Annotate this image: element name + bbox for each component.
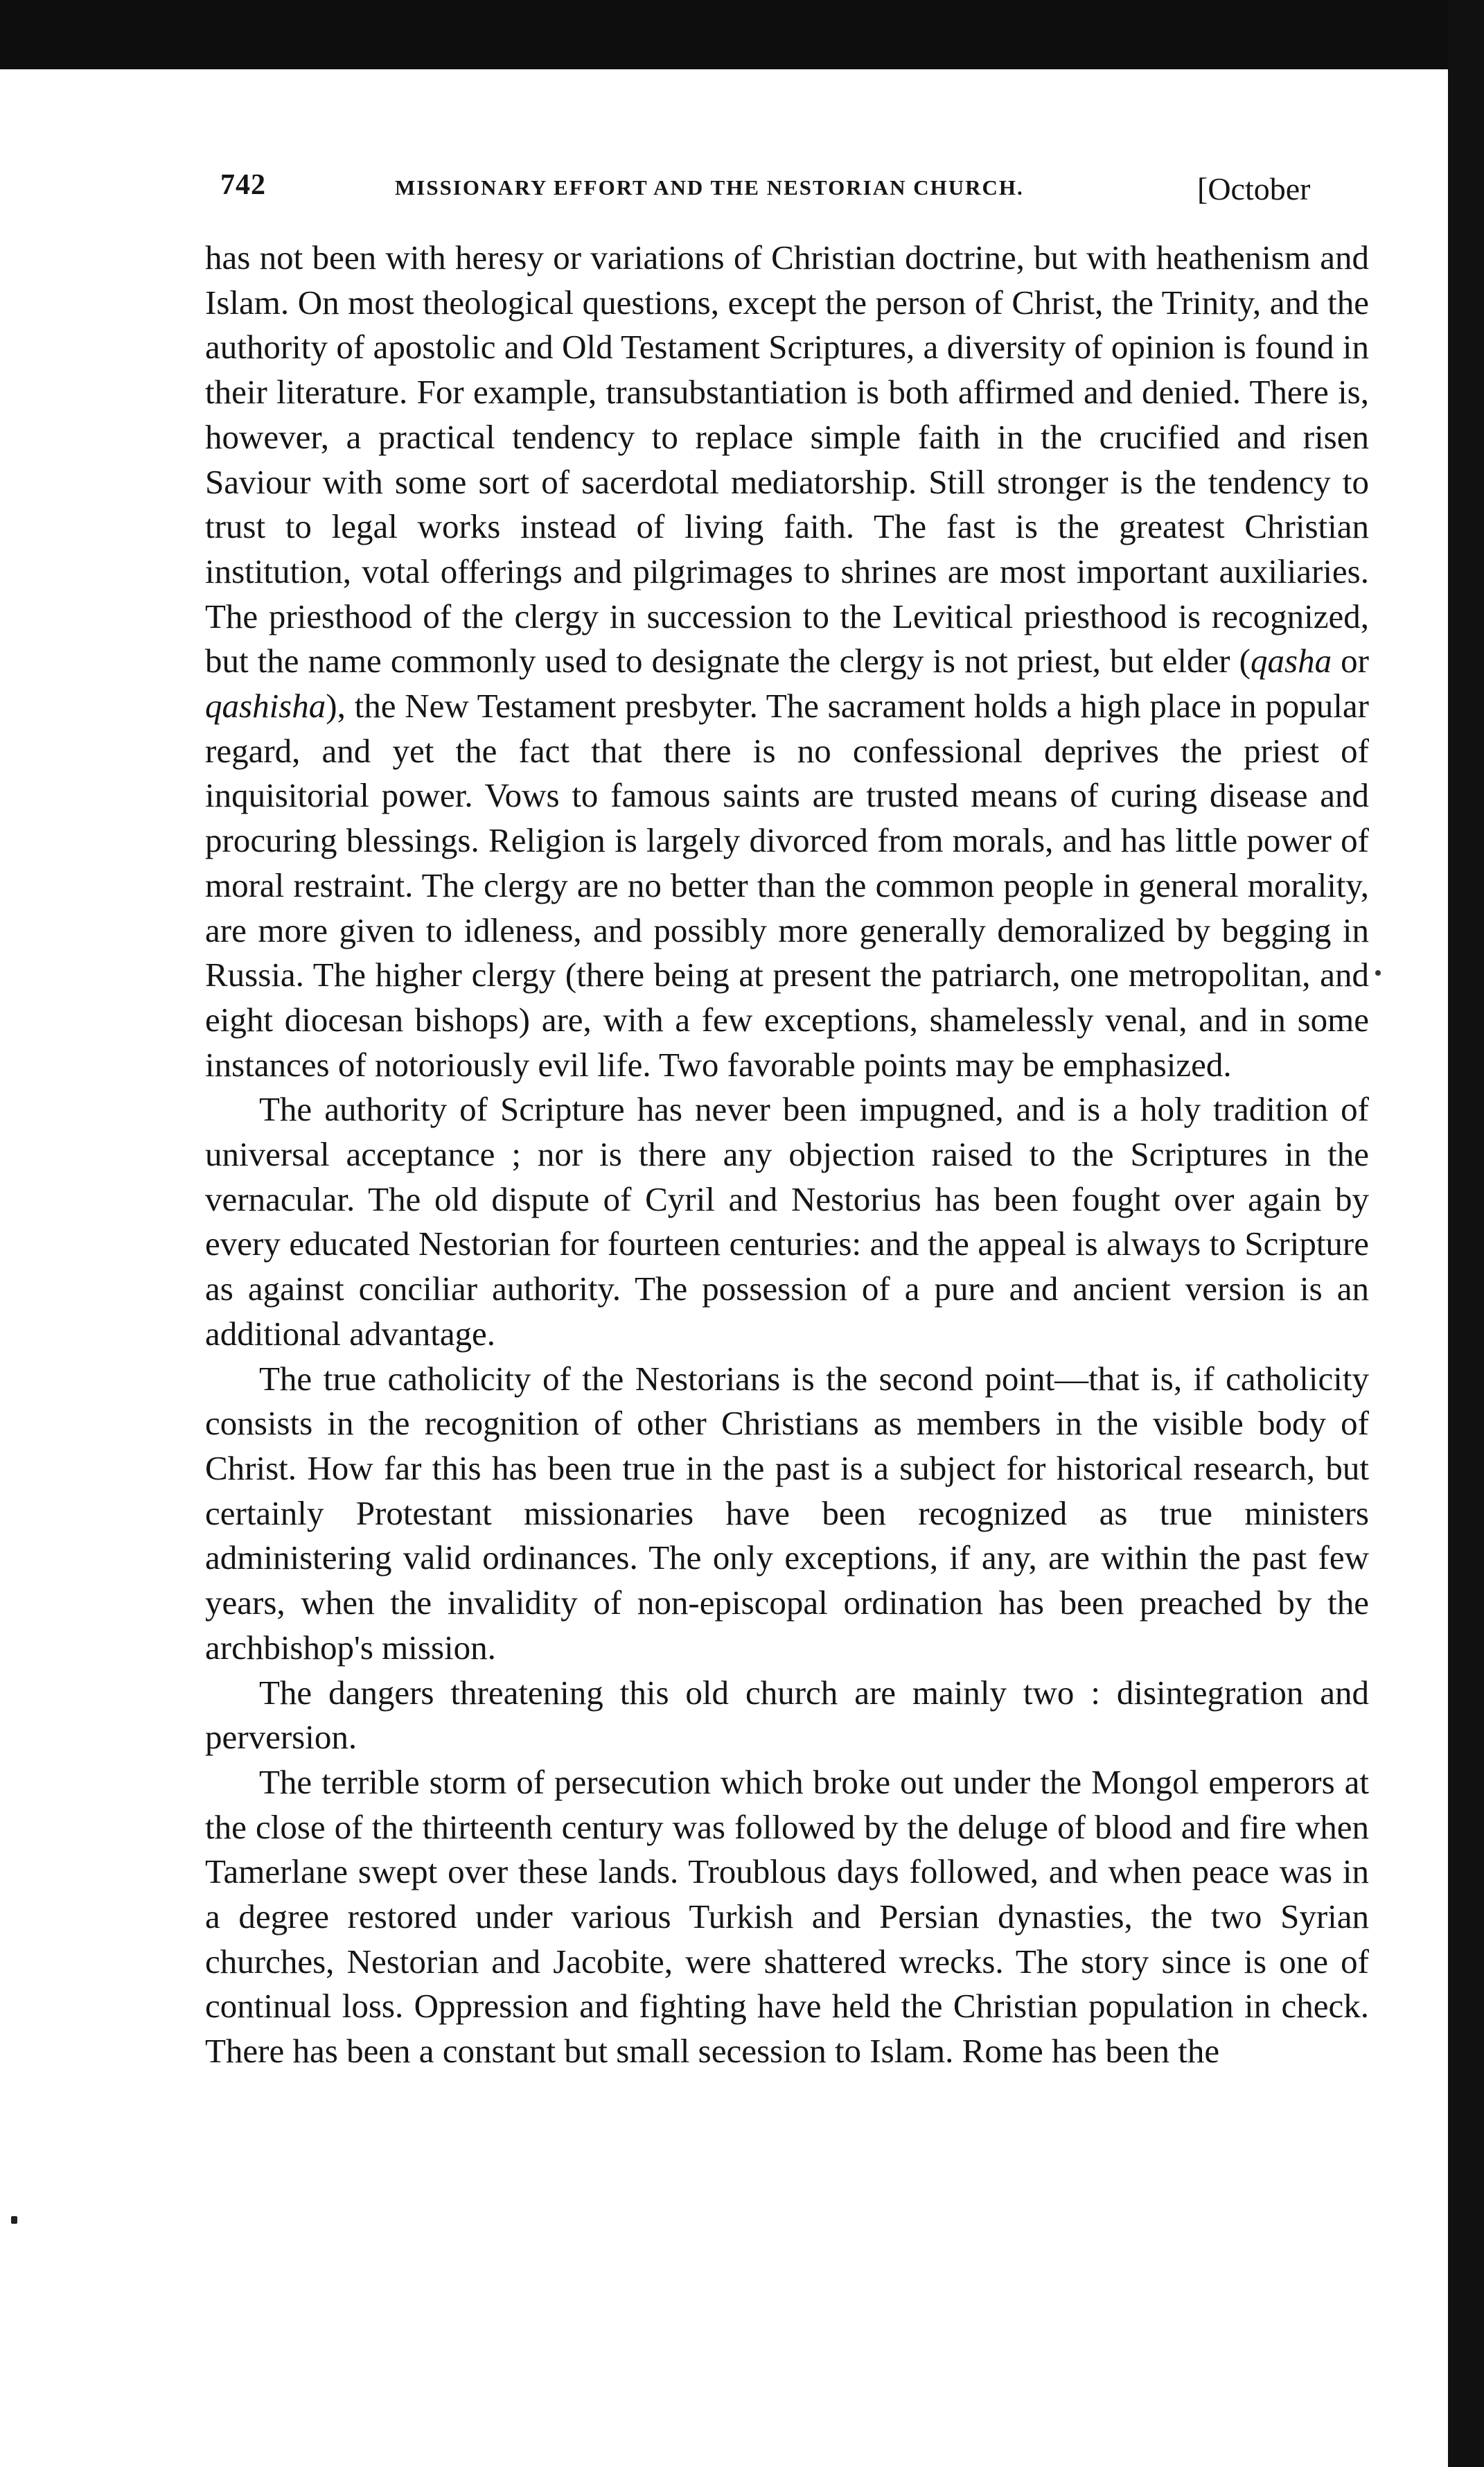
running-title: MISSIONARY EFFORT AND THE NESTORIAN CHURCH.	[395, 175, 1024, 200]
italic-term: qasha	[1251, 642, 1332, 681]
paragraph: The authority of Scripture has never been impugned, and is a holy tradition of universal acceptance ; nor is there any objection raised to the Scriptures in the vernacular. The old dispute of Cyril and Nestorius has been fought over again by every educated Nestorian for fourteen centuries: and the appeal is always to Scripture as against conciliar authority. The possession of a pure and ancient version is an additional advantage.	[205, 1090, 1369, 1353]
paragraph: The true catholicity of the Nestorians is the second point—that is, if catholicity consists in the recognition of other Christians as members in the visible body of Christ. How far this has been true in the past is a subject for historical research, but certainly Protestant missionaries have been recognized as true ministers administering valid ordinances. The only exceptions, if any, are within the past few years, when the invalidity of non-episcopal ordination has been preached by the archbishop's mission.	[205, 1359, 1369, 1667]
book-page	[205, 161, 1369, 2074]
paragraph: The terrible storm of persecution which broke out under the Mongol emperors at the close of the thirteenth century was followed by the deluge of blood and fire when Tamerlane swept over these lands. Troublous days followed, and when peace was in a degree restored under various Turkish and Persian dynasties, the two Syrian churches, Nestorian and Jacobite, were shattered wrecks. The story since is one of continual loss. Oppression and fighting have held the Christian population in check. There has been a constant but small secession to Islam. Rome has been the	[205, 1762, 1369, 2071]
running-head-month: [October	[1197, 171, 1311, 207]
scan-speck	[11, 2216, 17, 2224]
paragraph-text: has not been with heresy or variations of Christian doctrine, but with heathenism and Islam. On most theological questions, except the person of Christ, the Trinity, and the authority of apostolic and Old Testament Scriptures, a diversity of opinion is found in their literature. For example, transubstantiation is both affirmed and denied. There is, however, a practical tendency to replace simple faith in the crucified and risen Saviour with some sort of sacerdotal mediatorship. Still stronger is the tendency to trust to legal works instead of living faith. The fast is the greatest Christian institution, votal offerings and pilgrimages to shrines are most important auxiliaries. The priesthood of the clergy in succession to the Levitical priesthood is recognized, but the name commonly used to designate the clergy is not priest, but elder (	[205, 238, 1369, 681]
paragraph: The dangers threatening this old church are mainly two : disintegration and perversion.	[205, 1673, 1369, 1757]
italic-term: qashisha	[205, 687, 326, 726]
scan-speck	[1375, 970, 1381, 976]
body-text	[205, 236, 1369, 2074]
running-head	[205, 161, 1369, 209]
paragraph-text: or	[1332, 642, 1369, 681]
paragraph	[205, 236, 1369, 1087]
page-number: 742	[220, 169, 266, 201]
paragraph-text: ), the New Testament presbyter. The sacrament holds a high place in popular regard, and yet the fact that there is no confessional deprives the priest of inquisitorial power. Vows to famous saints are trusted means of curing disease and procuring blessings. Religion is largely divorced from morals, and has little power of moral restraint. The clergy are no better than the common people in general morality, are more given to idleness, and possibly more generally demoralized by begging in Russia. The higher clergy (there being at present the patriarch, one metropolitan, and eight diocesan bishops) are, with a few exceptions, shamelessly venal, and in some instances of notoriously evil life. Two favorable points may be emphasized.	[205, 687, 1369, 1084]
scan-top-border	[0, 0, 1484, 69]
scan-right-border	[1448, 0, 1484, 2467]
